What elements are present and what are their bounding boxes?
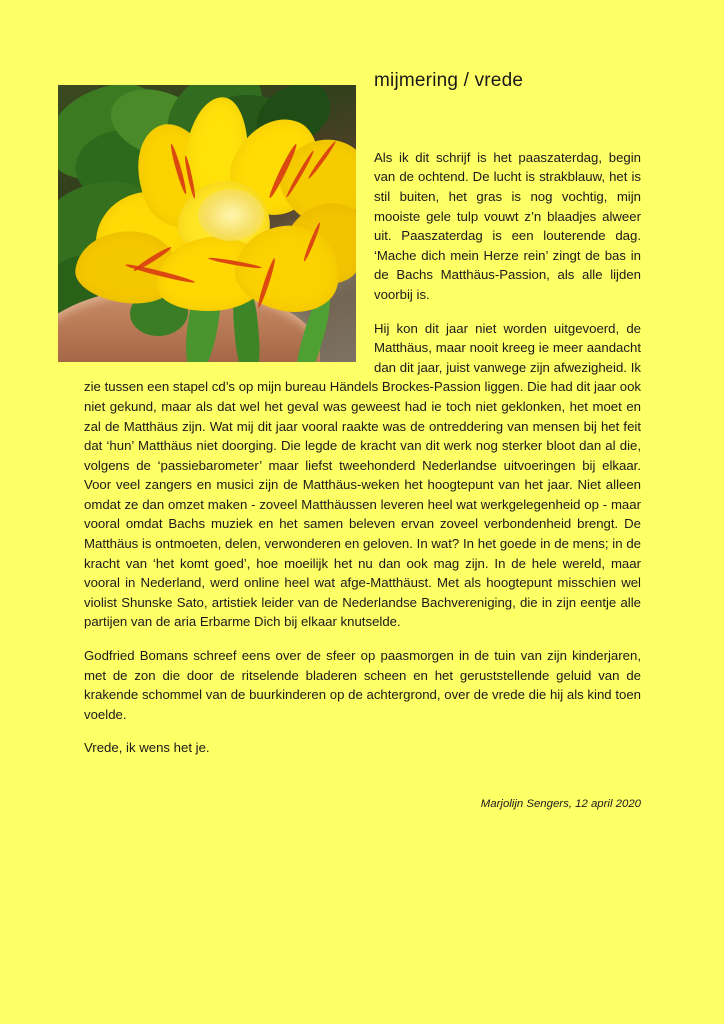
paragraph-2: Hij kon dit jaar niet worden uitgevoerd, de Matthäus, maar nooit kreeg ie meer aandacht dan dit jaar, juist vanwege zijn afwezigheid. Ik zie tussen een stapel cd’s op mijn bureau Händels Brockes-Passion liggen. Die had dit jaar ook niet gekund, maar als dat wel het geval was geweest had ie toch niet geklonken, het moet en zal de Matthäus zijn. Wat mij dit jaar vooral raakte was de ontreddering van mensen bij het feit dat ‘hun’ Matthäus niet doorging. Die legde de kracht van dit werk nog sterker bloot dan al die, volgens de ‘passiebarometer’ maar liefst tweehonderd Nederlandse uitvoeringen bij elkaar. Voor veel zangers en musici zijn de Matthäus-weken het hoogtepunt van het jaar. Niet alleen omdat ze dan omzet maken - zoveel Matthäussen leveren heel wat werkgelegenheid op - maar vooral omdat Bachs muziek en het samen beleven ervan zoveel verbondenheid brengt. De Matthäus is ontmoeten, delen, verwonderen en geloven. In wat? In het goede in de mens; in de kracht van ‘het komt goed’, hoe moeilijk het nu dan ook mag zijn. In de hele wereld, maar vooral in Nederland, werd online heel wat afge-Matthäust. Met als hoogtepunt misschien wel violist Shunske Sato, artistiek leider van de Nederlandse Bachvereniging, die in zijn eentje alle partijen van de aria Erbarme Dich bij elkaar knutselde. bbox=[84, 320, 641, 630]
tulip-photo-figure bbox=[58, 85, 356, 362]
page-title: mijmering / vrede bbox=[374, 70, 524, 91]
author-signature: Marjolijn Sengers, 12 april 2020 bbox=[480, 798, 641, 811]
paragraph-1: Als ik dit schrijf is het paaszaterdag, begin van de ochtend. De lucht is strakblauw, het is stil buiten, het gras is nog vochtig, mijn mooiste gele tulp vouwt z’n blaadjes alweer uit. Paaszaterdag is een louterende dag. ‘Mache dich mein Herze rein’ zingt de bas in de Bachs Matthäus-Passion, als alle lijden voorbij is. bbox=[374, 149, 641, 302]
paragraph-4: Vrede, ik wens het je. bbox=[84, 740, 210, 756]
tulip-photo bbox=[58, 85, 356, 362]
paragraph-3: Godfried Bomans schreef eens over de sfeer op paasmorgen in de tuin van zijn kinderjaren, met de zon die door de ritselende bladeren scheen en het geruststellende geluid van de krakende schommel van de buurkinderen op de achtergrond, over de vrede die hij als kind toen voelde. bbox=[84, 648, 641, 722]
photo-tulip-center bbox=[198, 189, 264, 241]
